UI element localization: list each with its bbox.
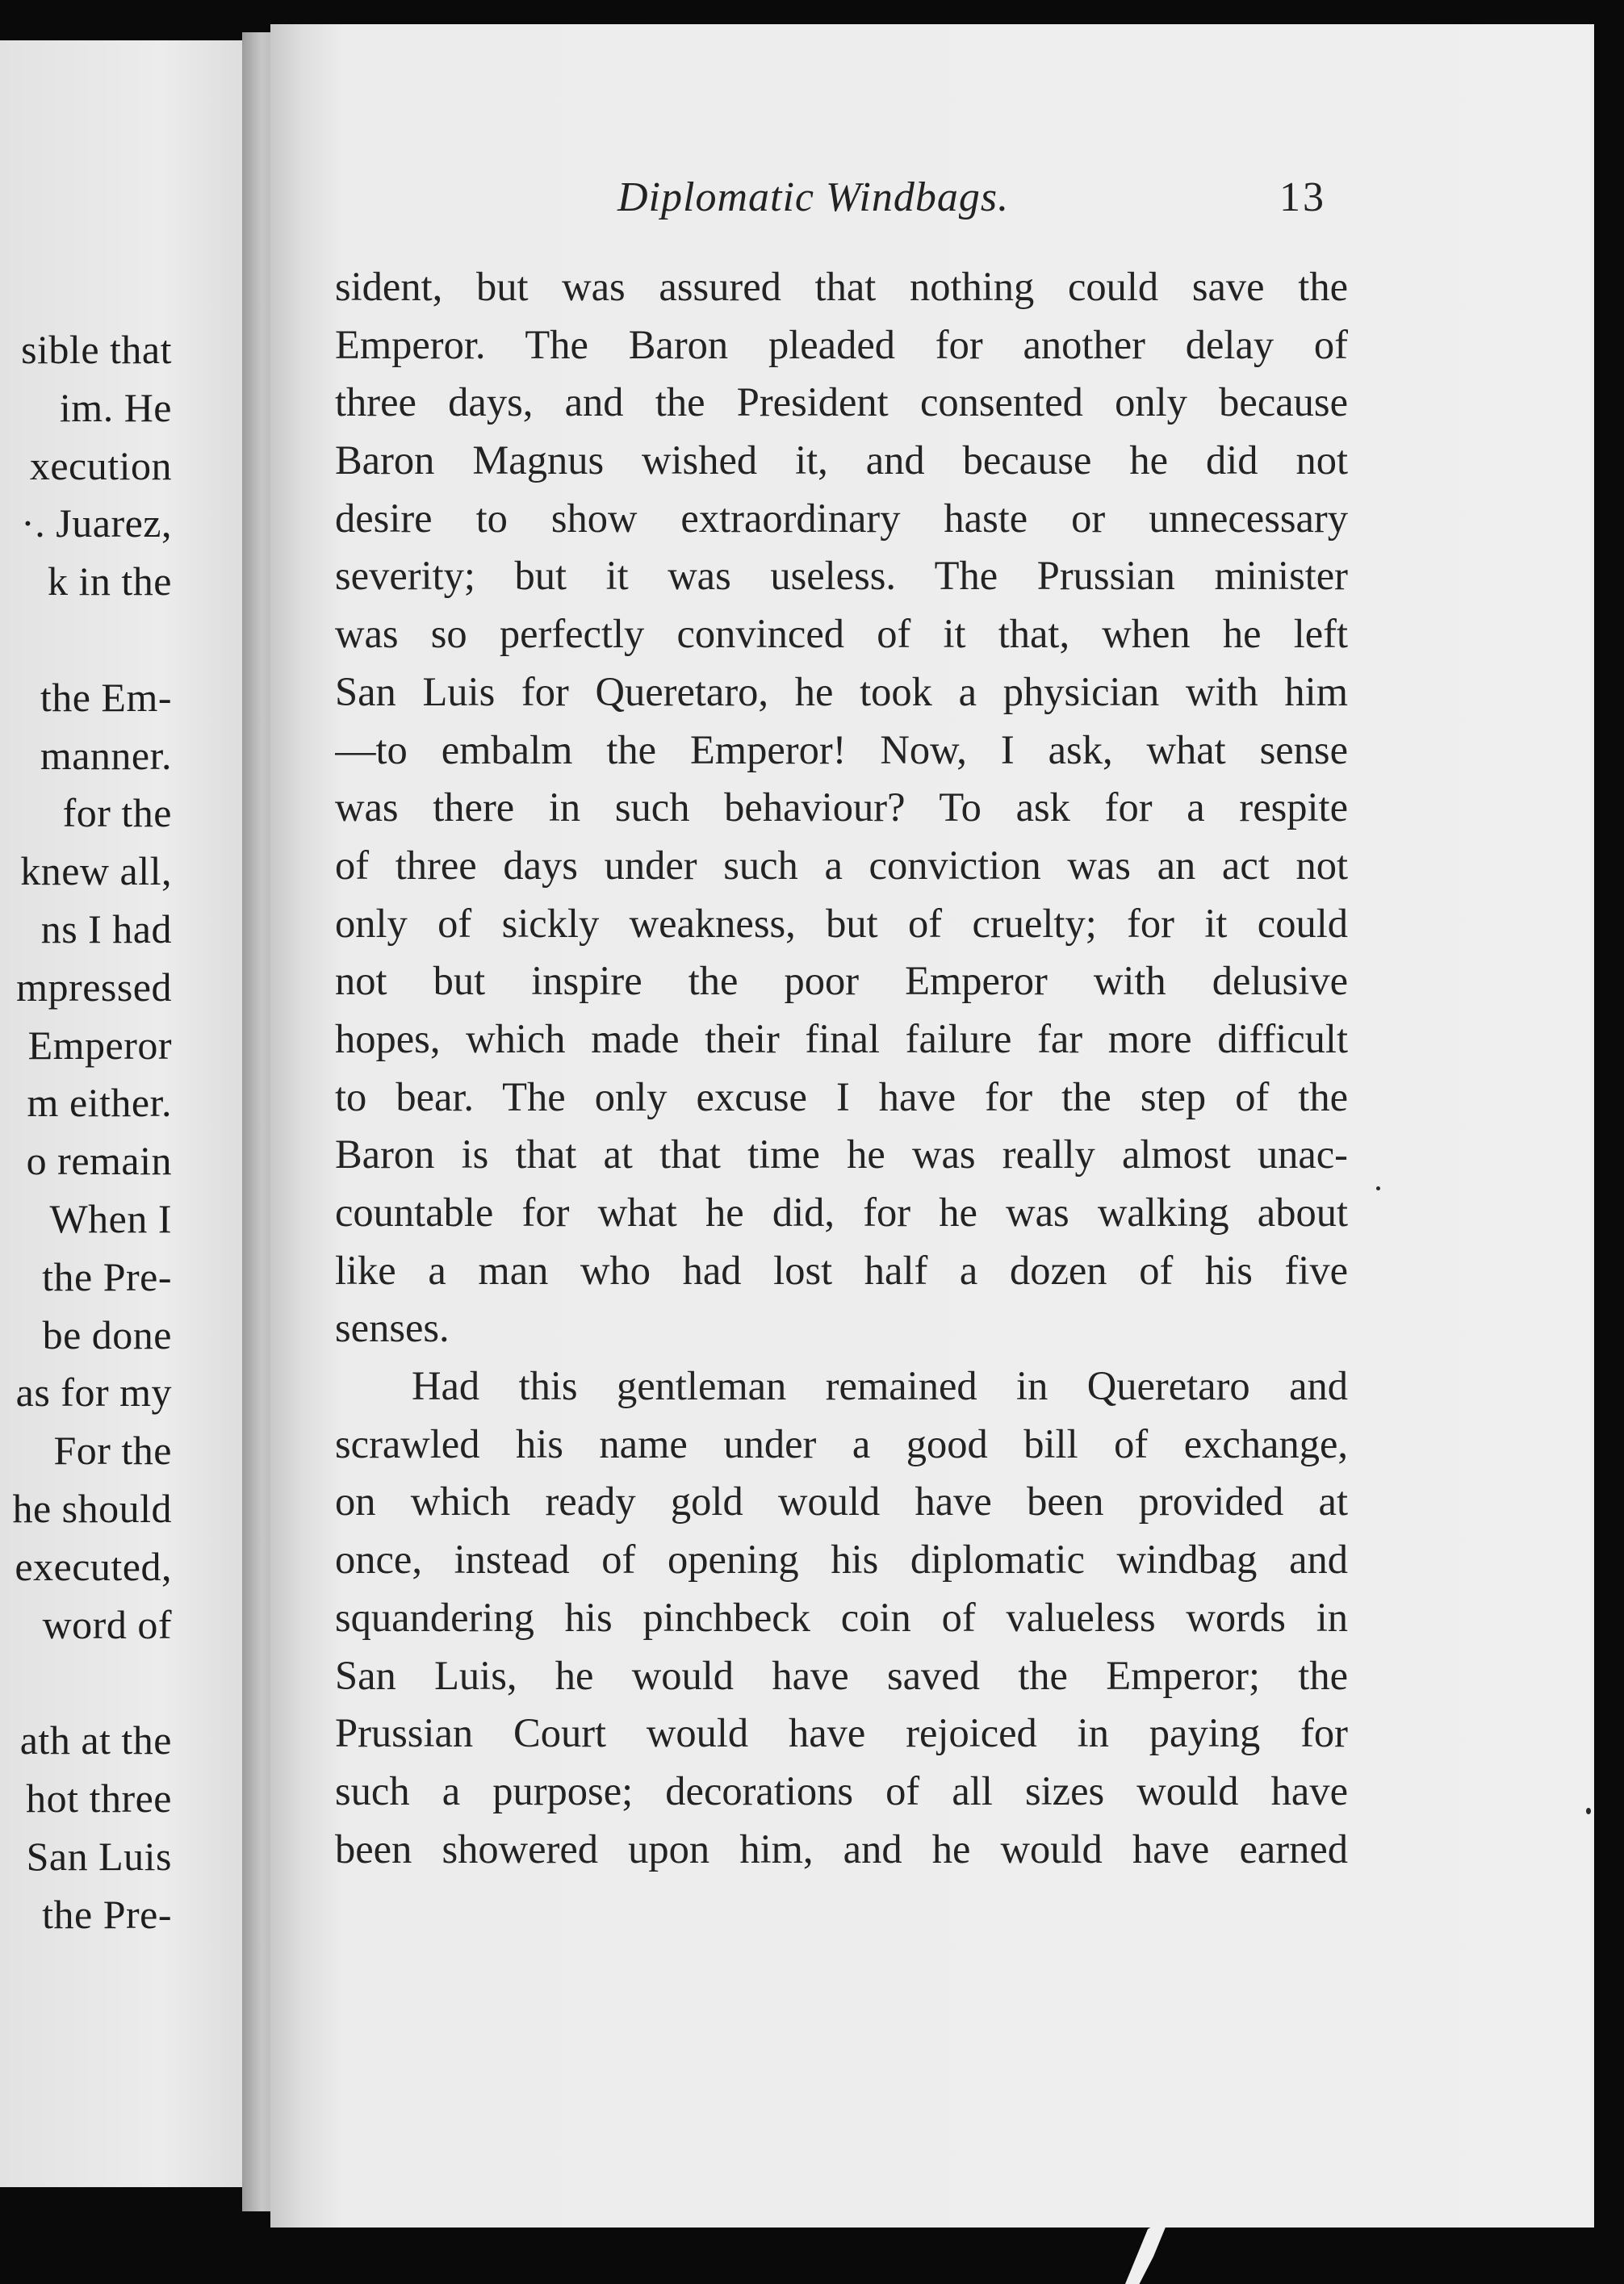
text-line: scrawled his name under a good bill of exchange, — [335, 1420, 1348, 1466]
left-line: mpressed — [16, 964, 172, 1010]
left-line: as for my — [15, 1370, 172, 1416]
left-line: xecution — [29, 442, 172, 488]
left-line: ath at the — [19, 1717, 172, 1763]
scan-speck — [1376, 1186, 1380, 1190]
left-line: m either. — [27, 1080, 172, 1126]
left-line: knew all, — [20, 848, 172, 894]
text-line: —to embalm the Emperor! Now, I ask, what sense — [335, 726, 1348, 772]
current-page — [270, 24, 1594, 2228]
left-line: he should — [12, 1485, 172, 1531]
left-line: the Pre- — [42, 1891, 172, 1937]
page-number: 13 — [1279, 174, 1326, 220]
text-line: Baron is that at that time he was really almost unac- — [335, 1132, 1348, 1178]
left-line: For the — [53, 1428, 172, 1474]
text-line: was there in such behaviour? To ask for a respite — [335, 784, 1348, 830]
text-line: hopes, which made their final failure far more difficult — [335, 1015, 1348, 1061]
text-line: desire to show extraordinary haste or unnecessary — [335, 495, 1348, 541]
text-line: Prussian Court would have rejoiced in paying for — [335, 1710, 1348, 1756]
text-line: of three days under such a conviction was an act not — [335, 842, 1348, 888]
left-line — [12, 1654, 172, 1712]
running-head-title: Diplomatic Windbags. — [617, 174, 1010, 220]
text-line: senses. — [335, 1305, 450, 1351]
page-body — [335, 258, 1348, 1878]
left-line: be done — [42, 1311, 172, 1357]
running-head — [270, 174, 1594, 238]
scan-speck — [1586, 1808, 1591, 1814]
previous-page-text — [12, 321, 172, 1943]
left-line: the Pre- — [42, 1253, 172, 1299]
text-line: severity; but it was useless. The Prussian minister — [335, 553, 1348, 599]
text-line: like a man who had lost half a dozen of his five — [335, 1247, 1348, 1293]
left-line: When I — [49, 1195, 172, 1241]
text-line: only of sickly weakness, but of cruelty; for it could — [335, 900, 1348, 946]
left-line: im. He — [59, 384, 172, 430]
left-line: Emperor — [27, 1022, 172, 1068]
text-line: countable for what he did, for he was walking about — [335, 1190, 1348, 1235]
left-line: sible that — [21, 327, 172, 372]
text-line: Baron Magnus wished it, and because he did not — [335, 437, 1348, 483]
left-line: hot three — [26, 1775, 172, 1821]
text-line: such a purpose; decorations of all sizes would have — [335, 1767, 1348, 1813]
left-line: o remain — [26, 1138, 172, 1184]
text-line: once, instead of opening his diplomatic windbag and — [335, 1537, 1348, 1583]
left-line: executed, — [15, 1543, 172, 1589]
left-line: ·. Juarez, — [21, 500, 172, 546]
previous-page-fragment — [0, 40, 270, 2187]
left-line — [12, 611, 172, 669]
paragraph-1 — [335, 258, 1348, 1357]
left-line: k in the — [48, 558, 172, 604]
text-line: to bear. The only excuse I have for the step of the — [335, 1073, 1348, 1119]
text-line: sident, but was assured that nothing could save the — [335, 264, 1348, 309]
paragraph-2 — [335, 1357, 1348, 1878]
text-line: Had this gentleman remained in Queretaro and — [412, 1363, 1348, 1409]
left-line: word of — [42, 1601, 172, 1647]
text-line: San Luis, he would have saved the Emperor; the — [335, 1652, 1348, 1698]
text-line: three days, and the President consented only because — [335, 379, 1348, 425]
text-line: San Luis for Queretaro, he took a physician with him — [335, 668, 1348, 714]
left-line: for the — [62, 790, 172, 836]
text-line: been showered upon him, and he would have earned — [335, 1826, 1348, 1872]
text-line: on which ready gold would have been provided at — [335, 1479, 1348, 1525]
left-line: San Luis — [26, 1833, 172, 1879]
text-line: squandering his pinchbeck coin of valueless words in — [335, 1594, 1348, 1640]
left-line: ns I had — [40, 906, 172, 952]
left-line: manner. — [40, 732, 172, 778]
text-line: Emperor. The Baron pleaded for another delay of — [335, 321, 1348, 367]
text-line: was so perfectly convinced of it that, when he left — [335, 611, 1348, 657]
text-line: not but inspire the poor Emperor with delusive — [335, 958, 1348, 1004]
left-line: the Em- — [40, 674, 172, 720]
